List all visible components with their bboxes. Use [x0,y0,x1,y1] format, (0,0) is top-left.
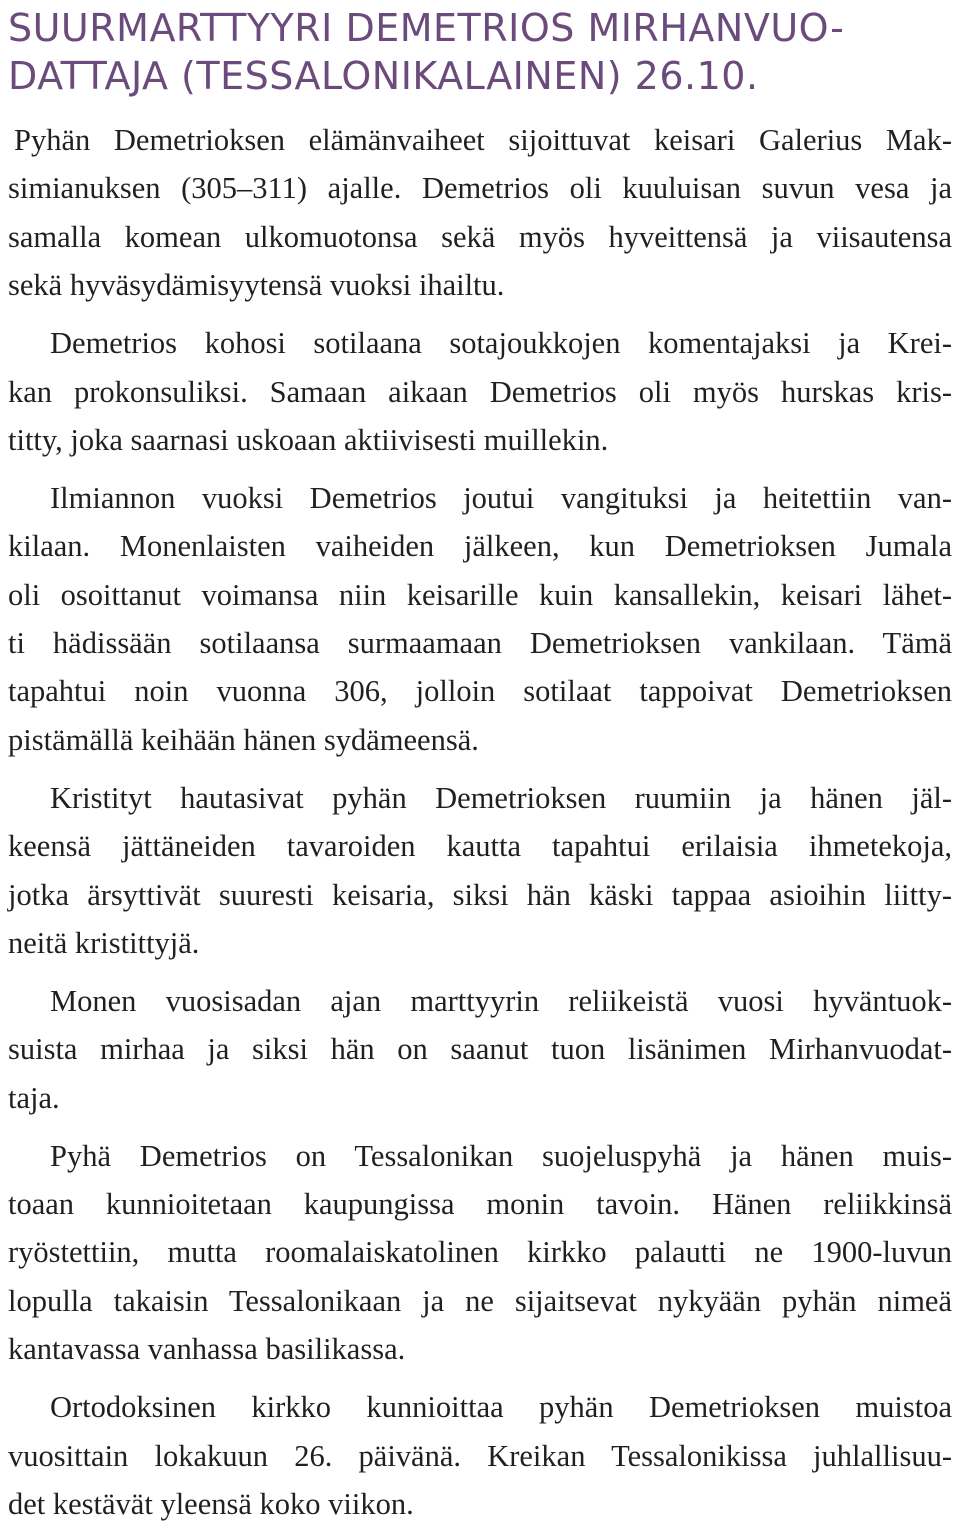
text-line: Ilmiannon vuoksi Demetrios joutui vangituksi ja heitettiin van- [50,480,952,515]
text-line: lopulla takaisin Tessalonikaan ja ne sijaitsevat nykyään pyhän nimeä [8,1283,952,1318]
text-line: kan prokonsuliksi. Samaan aikaan Demetrios oli myös hurskas kris- [8,374,952,409]
text-line: ti hädissään sotilaansa surmaamaan Demetrioksen vankilaan. Tämä [8,626,952,661]
text-line: Monen vuosisadan ajan marttyyrin reliikeistä vuosi hyväntuok- [50,983,952,1018]
text-line: tapahtui noin vuonna 306, jolloin sotilaat tappoivat Demetrioksen [8,674,952,709]
text-line: titty, joka saarnasi uskoaan aktiivisesti muillekin. [8,422,609,457]
paragraph [8,1132,952,1374]
text-line: simianuksen (305–311) ajalle. Demetrios oli kuuluisan suvun vesa ja [8,171,952,206]
text-line: Pyhä Demetrios on Tessalonikan suojeluspyhä ja hänen muis- [50,1138,952,1173]
text-line: ryöstettiin, mutta roomalaiskatolinen kirkko palautti ne 1900-luvun [8,1235,952,1270]
title-line: DATTAJA (TESSALONIKALAINEN) 26.10. [8,54,759,98]
text-line: pistämällä keihään hänen sydämeensä. [8,722,479,757]
paragraph [8,319,952,464]
paragraph [8,474,952,764]
text-line: samalla komean ulkomuotonsa sekä myös hyveittensä ja viisautensa [8,219,952,254]
text-line: neitä kristittyjä. [8,926,200,960]
text-line: Pyhän Demetrioksen elämänvaiheet sijoittuvat keisari Galerius Mak- [14,123,952,157]
paragraph [8,1383,952,1528]
text-line: det kestävät yleensä koko viikon. [8,1486,414,1521]
text-line: taja. [8,1080,60,1115]
text-line: suista mirhaa ja siksi hän on saanut tuon lisänimen Mirhanvuodat- [8,1032,952,1067]
text-line: keensä jättäneiden tavaroiden kautta tapahtui erilaisia ihmetekoja, [8,829,952,864]
text-line: Demetrios kohosi sotilaana sotajoukkojen komentajaksi ja Krei- [50,326,952,361]
text-line: toaan kunnioitetaan kaupungissa monin tavoin. Hänen reliikkinsä [8,1187,952,1222]
paragraph [8,116,952,310]
text-line: kilaan. Monenlaisten vaiheiden jälkeen, kun Demetrioksen Jumala [8,529,952,564]
text-line: jotka ärsyttivät suuresti keisaria, siksi hän käski tappaa asioihin liitty- [8,877,952,912]
text-line: kantavassa vanhassa basilikassa. [8,1332,406,1367]
text-line: Ortodoksinen kirkko kunnioittaa pyhän Demetrioksen muistoa [50,1390,952,1425]
text-line: vuosittain lokakuun 26. päivänä. Kreikan Tessalonikissa juhlallisuu- [8,1438,952,1473]
title-line: SUURMARTTYYRI DEMETRIOS MIRHANVUO- [8,6,845,50]
article-body [8,116,952,1528]
text-line: sekä hyväsydämisyytensä vuoksi ihailtu. [8,268,505,303]
paragraph [8,977,952,1122]
text-line: oli osoittanut voimansa niin keisarille kuin kansallekin, keisari lähet- [8,577,952,612]
text-line: Kristityt hautasivat pyhän Demetrioksen ruumiin ja hänen jäl- [50,780,952,815]
page-title [8,4,908,100]
paragraph [8,774,952,968]
